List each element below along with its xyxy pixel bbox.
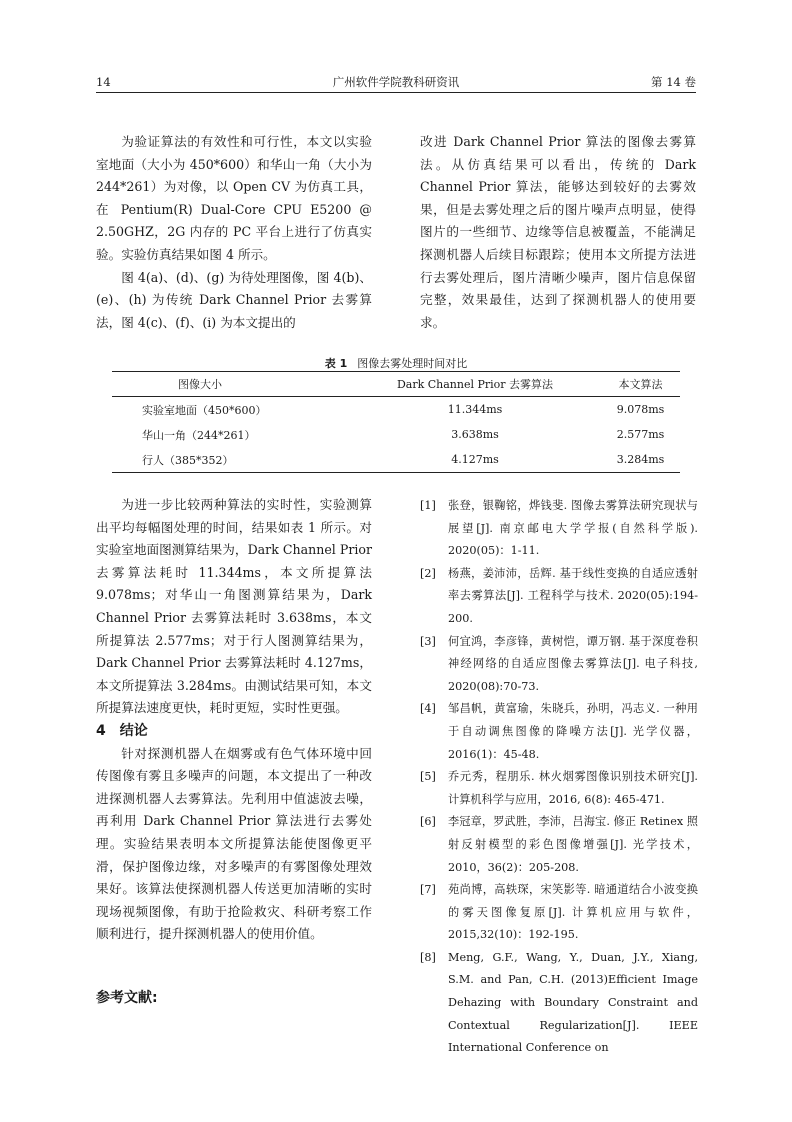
running-header [96,74,696,90]
reference-text: 何宜鸿，李彦锋，黄树恺，谭万钢. 基于深度卷积神经网络的自适应图像去雾算法[J]. 电子科技, 2020(08):70-73. [448,634,698,693]
table-cell: 4.127ms [349,447,601,473]
reference-item [420,631,698,699]
reference-item [420,563,698,631]
reference-number: [3] [420,634,436,648]
reference-number: [7] [420,883,436,897]
reference-item [420,879,698,947]
reference-text: 张登，银鞠铭，烨钱斐. 图像去雾算法研究现状与展望[J]. 南京邮电大学学报(自然科学版). 2020(05)：1-11. [448,499,698,558]
reference-number: [4] [420,702,436,716]
reference-number: [5] [420,770,436,784]
left-column-bottom [96,494,372,946]
reference-text: Meng, G.F., Wang, Y., Duan, J.Y., Xiang, S.M. and Pan, C.H. (2013)Efficient Image Dehazing with Boundary Constraint and Contextual Regularization[J]. IEEE International Conference on [448,950,698,1055]
reference-text: 乔元秀，程朋乐. 林火烟雾图像识别技术研究[J]. 计算机科学与应用，2016, 6(8): 465-471. [448,770,698,806]
reference-item [420,811,698,879]
timing-table [112,371,680,473]
reference-number: [2] [420,566,436,580]
reference-item [420,495,698,563]
paragraph: 改进 Dark Channel Prior 算法的图像去雾算法。从仿真结果可以看出，传统的 Dark Channel Prior 算法，能够达到较好的去雾效果，但是去雾处理之后的图片噪声点明显，使得图片的一些细节、边缘等信息被覆盖，不能满足探测机器人后续目标跟踪；使用本文所提方法进行去雾处理后，图片清晰少噪声，图片信息保留完整，效果最佳，达到了探测机器人的使用要求。 [420,134,696,330]
volume-label: 第 14 卷 [651,75,696,89]
table-header-cell: Dark Channel Prior 去雾算法 [349,372,601,397]
table-cell: 实验室地面（450*600） [142,403,267,417]
references-heading: 参考文献: [96,990,158,1006]
table-caption-text: 图像去雾处理时间对比 [357,357,468,370]
reference-list [420,495,698,1060]
reference-number: [6] [420,815,436,829]
right-column-top [420,131,696,334]
table-cell: 3.284ms [601,447,680,473]
paragraph: 针对探测机器人在烟雾或有色气体环境中回传图像有雾且多噪声的问题，本文提出了一种改进探测机器人去雾算法。先利用中值滤波去噪，再利用 Dark Channel Prior 算法进行去雾处理。实验结果表明本文所提算法能使图像更平滑，保护图像边缘，对多噪声的有雾图像处理效果好。该算法使探测机器人传送更加清晰的实时现场视频图像，有助于抢险救灾、科研考察工作顺利进行，提升探测机器人的使用价值。 [96,745,372,942]
table-header-row [112,372,680,397]
journal-title: 广州软件学院教科研资讯 [332,75,460,89]
left-column-top [96,131,372,334]
reference-item [420,766,698,811]
section-heading: 4 结论 [96,722,148,739]
table-caption [96,355,696,371]
page-number: 14 [96,75,111,89]
table-cell: 2.577ms [616,428,665,441]
reference-text: 邹昌帆，黄富瑜，朱晓兵，孙明，冯志义. 一种用于自动调焦图像的降噪方法[J]. 光学仪器，2016(1)：45-48. [448,702,698,761]
reference-text: 李冠章，罗武胜，李沛，吕海宝. 修正 Retinex 照射反射模型的彩色图像增强[J]. 光学技术，2010，36(2)：205-208. [448,815,698,874]
table-row [112,422,680,447]
table-cell: 3.638ms [451,428,499,441]
table-cell: 行人（385*352） [112,447,349,473]
reference-number: [8] [420,950,436,964]
table-cell: 11.344ms [447,403,503,416]
paragraph: 图 4(a)、(d)、(g) 为待处理图像，图 4(b)、(e)、(h) 为传统 Dark Channel Prior 去雾算法，图 4(c)、(f)、(i) 为本文提出的 [96,269,372,330]
table-row [112,397,680,423]
paragraph: 为进一步比较两种算法的实时性，实验测算出平均每幅图处理的时间，结果如表 1 所示。对实验室地面图测算结果为，Dark Channel Prior 去雾算法耗时 11.344ms，本文所提算法 9.078ms；对华山一角图测算结果为，Dark Channel Prior 去雾算法耗时 3.638ms，本文所提算法 2.577ms；对于行人图测算结果为，Dark Channel Prior 去雾算法耗时 4.127ms，本文所提算法 3.284ms。由测试结果可知，本文所提算法速度更快，耗时更短，实时性更强。 [96,497,372,716]
table-header-cell: 图像大小 [112,372,349,397]
reference-item [420,947,698,1060]
table-label: 表 1 [324,357,348,370]
reference-item [420,698,698,766]
paragraph: 为验证算法的有效性和可行性，本文以实验室地面（大小为 450*600）和华山一角（大小为 244*261）为对像，以 Open CV 为仿真工具，在 Pentium(R) Dual-Core CPU E5200 @ 2.50GHZ，2G 内存的 PC 平台上进行了仿真实验。实验仿真结果如图 4 所示。 [96,134,372,262]
header-rule [96,92,696,93]
reference-text: 杨燕，姜沛沛，岳辉. 基于线性变换的自适应透射率去雾算法[J]. 工程科学与技术. 2020(05):194-200. [448,566,698,625]
reference-text: 苑尚博，高轶琛，宋笑影等. 暗通道结合小波变换的雾天图像复原[J]. 计算机应用与软件，2015,32(10)：192-195. [448,883,698,942]
table-header-cell: 本文算法 [601,372,680,397]
table-cell: 华山一角（244*261） [142,428,256,442]
table-cell: 9.078ms [616,403,665,416]
table-row [112,447,680,473]
reference-number: [1] [420,499,436,512]
